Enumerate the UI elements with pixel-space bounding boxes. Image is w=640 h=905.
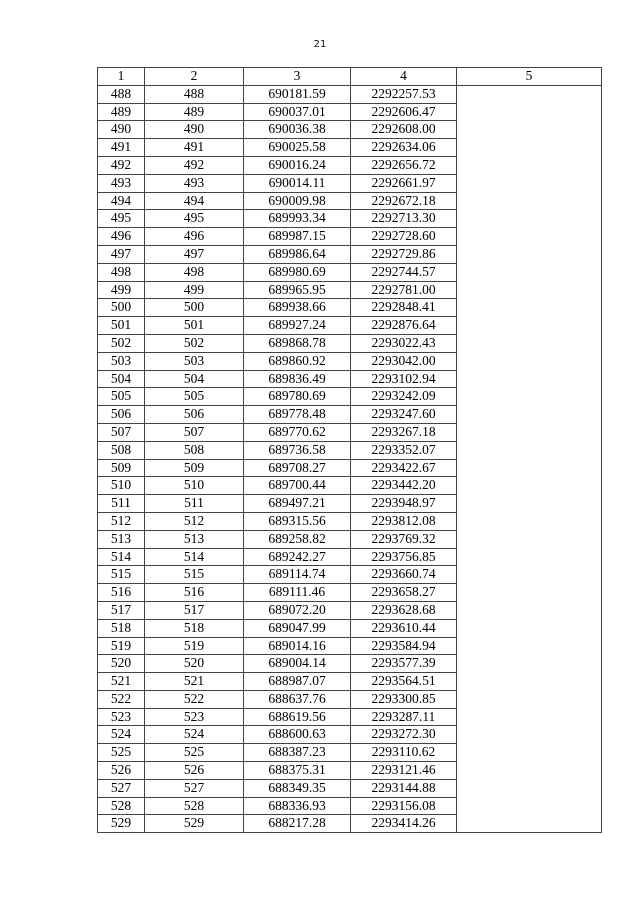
table-cell-col-2: 492 xyxy=(145,156,244,174)
table-cell-col-2: 515 xyxy=(145,566,244,584)
table-cell-col-2: 506 xyxy=(145,406,244,424)
table-cell-col-2: 520 xyxy=(145,655,244,673)
table-cell-col-1: 507 xyxy=(98,423,145,441)
table-cell-col-4: 2292672.18 xyxy=(351,192,457,210)
column-header-2: 2 xyxy=(145,68,244,86)
table-cell-col-2: 490 xyxy=(145,121,244,139)
table-cell-col-4: 2293812.08 xyxy=(351,512,457,530)
table-cell-col-3: 689242.27 xyxy=(244,548,351,566)
table-cell-col-2: 496 xyxy=(145,228,244,246)
table-cell-col-2: 521 xyxy=(145,673,244,691)
table-cell-col-3: 690036.38 xyxy=(244,121,351,139)
table-cell-col-1: 524 xyxy=(98,726,145,744)
table-cell-col-4: 2292656.72 xyxy=(351,156,457,174)
table-cell-col-1: 514 xyxy=(98,548,145,566)
table-cell-col-3: 688387.23 xyxy=(244,744,351,762)
table-cell-col-2: 512 xyxy=(145,512,244,530)
table-cell-col-3: 689780.69 xyxy=(244,388,351,406)
table-cell-col-1: 494 xyxy=(98,192,145,210)
table-cell-col-4: 2293352.07 xyxy=(351,441,457,459)
table-cell-col-2: 502 xyxy=(145,334,244,352)
table-cell-col-3: 688600.63 xyxy=(244,726,351,744)
table-cell-col-3: 689986.64 xyxy=(244,245,351,263)
table-cell-col-3: 690037.01 xyxy=(244,103,351,121)
table-cell-col-5 xyxy=(457,85,602,832)
table-cell-col-4: 2293156.08 xyxy=(351,797,457,815)
table-cell-col-4: 2293102.94 xyxy=(351,370,457,388)
table-cell-col-1: 519 xyxy=(98,637,145,655)
table-cell-col-3: 690181.59 xyxy=(244,85,351,103)
table-cell-col-1: 518 xyxy=(98,619,145,637)
table-cell-col-1: 504 xyxy=(98,370,145,388)
table-cell-col-4: 2293242.09 xyxy=(351,388,457,406)
table-cell-col-2: 495 xyxy=(145,210,244,228)
table-cell-col-2: 527 xyxy=(145,779,244,797)
table-cell-col-3: 688619.56 xyxy=(244,708,351,726)
table-cell-col-3: 689497.21 xyxy=(244,495,351,513)
table-cell-col-1: 512 xyxy=(98,512,145,530)
header-row xyxy=(98,68,602,86)
table-cell-col-4: 2293442.20 xyxy=(351,477,457,495)
table-cell-col-1: 496 xyxy=(98,228,145,246)
table-cell-col-3: 689258.82 xyxy=(244,530,351,548)
table-cell-col-4: 2292661.97 xyxy=(351,174,457,192)
table-cell-col-2: 494 xyxy=(145,192,244,210)
table-cell-col-1: 495 xyxy=(98,210,145,228)
table-cell-col-3: 689004.14 xyxy=(244,655,351,673)
table-cell-col-1: 520 xyxy=(98,655,145,673)
column-header-5: 5 xyxy=(457,68,602,86)
table-cell-col-4: 2293422.67 xyxy=(351,459,457,477)
table-cell-col-4: 2293948.97 xyxy=(351,495,457,513)
table-cell-col-2: 518 xyxy=(145,619,244,637)
table-cell-col-3: 689778.48 xyxy=(244,406,351,424)
table-cell-col-1: 525 xyxy=(98,744,145,762)
table-cell-col-1: 522 xyxy=(98,690,145,708)
table-cell-col-3: 689708.27 xyxy=(244,459,351,477)
table-cell-col-1: 521 xyxy=(98,673,145,691)
table-cell-col-3: 689868.78 xyxy=(244,334,351,352)
table-cell-col-4: 2292713.30 xyxy=(351,210,457,228)
table-cell-col-4: 2293287.11 xyxy=(351,708,457,726)
table-cell-col-3: 689770.62 xyxy=(244,423,351,441)
table-cell-col-2: 489 xyxy=(145,103,244,121)
table-cell-col-4: 2292729.86 xyxy=(351,245,457,263)
table-cell-col-1: 501 xyxy=(98,317,145,335)
table-cell-col-3: 688637.76 xyxy=(244,690,351,708)
table-cell-col-3: 688217.28 xyxy=(244,815,351,833)
table-cell-col-4: 2293022.43 xyxy=(351,334,457,352)
column-header-1: 1 xyxy=(98,68,145,86)
table-cell-col-2: 524 xyxy=(145,726,244,744)
table-cell-col-1: 523 xyxy=(98,708,145,726)
table-cell-col-4: 2292634.06 xyxy=(351,139,457,157)
table-cell-col-4: 2293660.74 xyxy=(351,566,457,584)
table-cell-col-2: 488 xyxy=(145,85,244,103)
table-cell-col-2: 498 xyxy=(145,263,244,281)
table-cell-col-2: 511 xyxy=(145,495,244,513)
table-cell-col-4: 2293584.94 xyxy=(351,637,457,655)
table-cell-col-3: 689938.66 xyxy=(244,299,351,317)
table-cell-col-2: 503 xyxy=(145,352,244,370)
table-cell-col-3: 689315.56 xyxy=(244,512,351,530)
table-cell-col-1: 510 xyxy=(98,477,145,495)
table-cell-col-3: 689014.16 xyxy=(244,637,351,655)
table-cell-col-1: 499 xyxy=(98,281,145,299)
table-cell-col-2: 507 xyxy=(145,423,244,441)
table-cell-col-2: 497 xyxy=(145,245,244,263)
table-cell-col-3: 690025.58 xyxy=(244,139,351,157)
table-cell-col-4: 2292606.47 xyxy=(351,103,457,121)
table-cell-col-4: 2292608.00 xyxy=(351,121,457,139)
table-cell-col-2: 516 xyxy=(145,584,244,602)
table-cell-col-4: 2293272.30 xyxy=(351,726,457,744)
table-cell-col-1: 526 xyxy=(98,762,145,780)
table-cell-col-3: 690009.98 xyxy=(244,192,351,210)
table-cell-col-2: 522 xyxy=(145,690,244,708)
table-cell-col-4: 2293564.51 xyxy=(351,673,457,691)
table-cell-col-1: 516 xyxy=(98,584,145,602)
table-cell-col-3: 689836.49 xyxy=(244,370,351,388)
table-cell-col-2: 501 xyxy=(145,317,244,335)
table-cell-col-3: 689993.34 xyxy=(244,210,351,228)
table-cell-col-4: 2293414.26 xyxy=(351,815,457,833)
table-cell-col-3: 690014.11 xyxy=(244,174,351,192)
table-cell-col-2: 528 xyxy=(145,797,244,815)
table-cell-col-1: 511 xyxy=(98,495,145,513)
table-cell-col-1: 527 xyxy=(98,779,145,797)
table-cell-col-4: 2292781.00 xyxy=(351,281,457,299)
table-cell-col-4: 2293756.85 xyxy=(351,548,457,566)
column-header-3: 3 xyxy=(244,68,351,86)
table-cell-col-4: 2293144.88 xyxy=(351,779,457,797)
table-cell-col-3: 689072.20 xyxy=(244,601,351,619)
table-cell-col-4: 2292848.41 xyxy=(351,299,457,317)
table-cell-col-2: 499 xyxy=(145,281,244,299)
table-cell-col-1: 493 xyxy=(98,174,145,192)
table-cell-col-3: 689736.58 xyxy=(244,441,351,459)
column-header-4: 4 xyxy=(351,68,457,86)
table-cell-col-1: 498 xyxy=(98,263,145,281)
table-cell-col-2: 525 xyxy=(145,744,244,762)
table-cell-col-4: 2293300.85 xyxy=(351,690,457,708)
table-cell-col-3: 690016.24 xyxy=(244,156,351,174)
table-cell-col-4: 2293628.68 xyxy=(351,601,457,619)
table-cell-col-2: 509 xyxy=(145,459,244,477)
table-cell-col-2: 500 xyxy=(145,299,244,317)
table-cell-col-2: 493 xyxy=(145,174,244,192)
table-cell-col-1: 490 xyxy=(98,121,145,139)
table-cell-col-1: 488 xyxy=(98,85,145,103)
table-cell-col-4: 2292728.60 xyxy=(351,228,457,246)
table-body xyxy=(98,85,602,832)
table-cell-col-4: 2293658.27 xyxy=(351,584,457,602)
table-cell-col-4: 2293121.46 xyxy=(351,762,457,780)
table-cell-col-2: 523 xyxy=(145,708,244,726)
coordinates-table xyxy=(97,67,602,833)
page-number: 21 xyxy=(313,39,327,50)
table-cell-col-1: 513 xyxy=(98,530,145,548)
table-cell-col-2: 519 xyxy=(145,637,244,655)
table-cell-col-4: 2293610.44 xyxy=(351,619,457,637)
table-cell-col-1: 508 xyxy=(98,441,145,459)
table-row xyxy=(98,85,602,103)
table-cell-col-4: 2292744.57 xyxy=(351,263,457,281)
table-cell-col-1: 502 xyxy=(98,334,145,352)
table-cell-col-4: 2293577.39 xyxy=(351,655,457,673)
table-cell-col-4: 2293267.18 xyxy=(351,423,457,441)
table-cell-col-1: 503 xyxy=(98,352,145,370)
table-cell-col-3: 689111.46 xyxy=(244,584,351,602)
table-cell-col-3: 689987.15 xyxy=(244,228,351,246)
table-cell-col-2: 510 xyxy=(145,477,244,495)
table-cell-col-1: 497 xyxy=(98,245,145,263)
table-cell-col-2: 529 xyxy=(145,815,244,833)
table-cell-col-1: 506 xyxy=(98,406,145,424)
table-cell-col-3: 689980.69 xyxy=(244,263,351,281)
table-cell-col-1: 515 xyxy=(98,566,145,584)
table-cell-col-4: 2292876.64 xyxy=(351,317,457,335)
table-cell-col-2: 526 xyxy=(145,762,244,780)
table-cell-col-1: 491 xyxy=(98,139,145,157)
table-cell-col-3: 689700.44 xyxy=(244,477,351,495)
table-cell-col-1: 505 xyxy=(98,388,145,406)
table-cell-col-2: 513 xyxy=(145,530,244,548)
table-cell-col-3: 688375.31 xyxy=(244,762,351,780)
table-cell-col-1: 492 xyxy=(98,156,145,174)
table-cell-col-4: 2293110.62 xyxy=(351,744,457,762)
table-cell-col-3: 689860.92 xyxy=(244,352,351,370)
table-cell-col-1: 489 xyxy=(98,103,145,121)
table-cell-col-3: 689927.24 xyxy=(244,317,351,335)
table-cell-col-2: 514 xyxy=(145,548,244,566)
table-cell-col-1: 517 xyxy=(98,601,145,619)
table-cell-col-4: 2292257.53 xyxy=(351,85,457,103)
table-cell-col-4: 2293247.60 xyxy=(351,406,457,424)
table-cell-col-3: 689114.74 xyxy=(244,566,351,584)
table-cell-col-3: 688349.35 xyxy=(244,779,351,797)
table-cell-col-2: 505 xyxy=(145,388,244,406)
table-header xyxy=(98,68,602,86)
table-cell-col-3: 689047.99 xyxy=(244,619,351,637)
table-cell-col-1: 500 xyxy=(98,299,145,317)
table-cell-col-3: 689965.95 xyxy=(244,281,351,299)
table-cell-col-3: 688987.07 xyxy=(244,673,351,691)
table-cell-col-3: 688336.93 xyxy=(244,797,351,815)
table-cell-col-2: 504 xyxy=(145,370,244,388)
table-cell-col-1: 509 xyxy=(98,459,145,477)
table-cell-col-4: 2293769.32 xyxy=(351,530,457,548)
table-cell-col-2: 508 xyxy=(145,441,244,459)
table-cell-col-2: 491 xyxy=(145,139,244,157)
table-cell-col-1: 528 xyxy=(98,797,145,815)
table-cell-col-2: 517 xyxy=(145,601,244,619)
table-cell-col-4: 2293042.00 xyxy=(351,352,457,370)
table-cell-col-1: 529 xyxy=(98,815,145,833)
